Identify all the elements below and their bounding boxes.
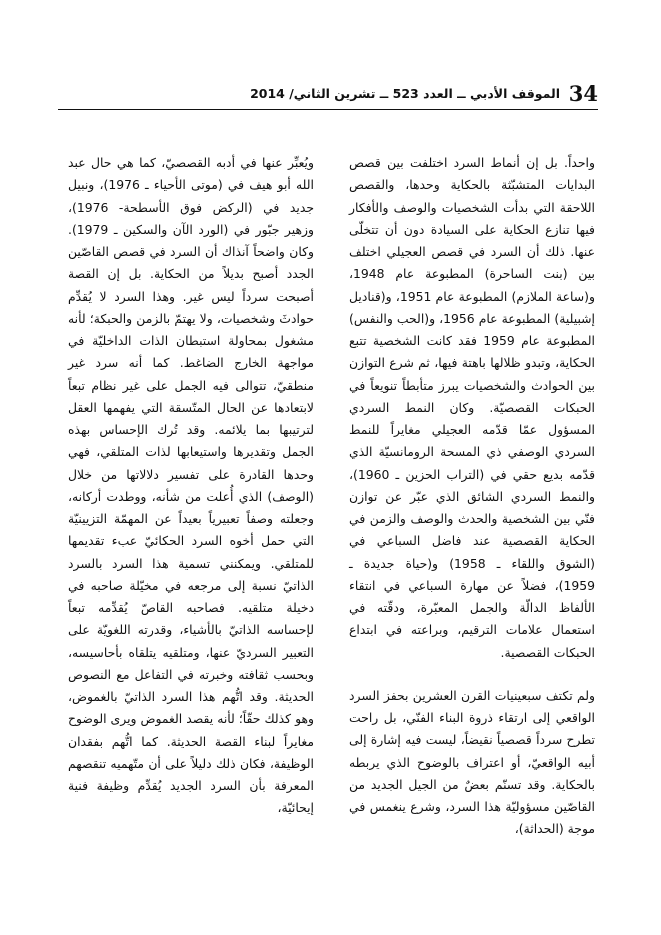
running-header (58, 80, 598, 110)
journal-title: الموقف الأدبي ــ العدد 523 ــ تشرين الثاني/ 2014 (250, 86, 560, 101)
paragraph: واحداً. بل إن أنماط السرد اختلفت بين قصص البدايات المتشبّثة بالحكاية وحدها، والقصص اللاحقة التي بدأت الشخصيات والوصف والأفكار فيها تنازع الحكاية على السيادة دون أن تتخلّى عنها. ذلك أن السرد في قصص العجيلي اختلف بين (بنت الساحرة) المطبوعة عام 1948، و(ساعة الملازم) المطبوعة عام 1951، و(قناديل إشبيلية) المطبوعة عام 1956، و(الحب والنفس) المطبوعة عام 1959 فقد كانت الشخصية تتبع الحكاية، وتبدو ظلالها باهتة فيها، ثم شرع التوازن بين الحوادث والشخصيات يبرز متأبطاً تنويعاً في الحبكات القصصيّة. وكان النمط السردي المسؤول عمّا قدّمه العجيلي مغايراً للنمط السردي الوصفي ذي المسحة الرومانسيّة الذي قدّمه بديع حقي في (التراب الحزين ـ 1960)، والنمط السردي الشائق الذي عبّر عن توازن فنّي بين الشخصية والحدث والوصف والزمن في الحكاية القصصية عند فاضل السباعي في (الشوق واللقاء ـ 1958) و(حياة جديدة ـ 1959)، فضلاً عن مهارة السباعي في انتقاء الألفاظ الدالّة والجمل المعبّرة، ودقّته في استعمال علامات الترقيم، وبراعته في ابتداع الحبكات القصصية. (349, 155, 596, 660)
paragraph: ويُعبِّر عنها في أدبه القصصيّ، كما هي حال عبد الله أبو هيف في (موتى الأحياء ـ 1976)، ونبيل جديد في (الركض فوق الأسطحة- 1976)، وزهير جبّور في (الورد الآن والسكين ـ 1979). وكان واضحاً آنذاك أن السرد في قصص القاصّين الجدد أصبح بديلاً من الحكاية. بل إن القصة أصبحت سرداً ليس غير. وهذا السرد لا يُقدِّم حوادثَ وشخصيات، ولا يهتمّ بالزمن والحبكة؛ لأنه مشغول بمحاولة استبطان الذات الداخليّة في مواجهة الخارج الضاغط. كما أنه سرد غير منطقيّ، تتوالى فيه الجمل على غير نظام تبعاً لابتعادها عن الحال المتّسقة التي يفهمها العقل لترتيبها بما يلائمه. وقد تُرك الإحساس بهذه الجمل وتقديرها واستيعابها لذات المتلقي، فهي وحدها القادرة على تفسير دلالاتها من خلال (الوصف) الذي أُعلت من شأنه، ووطدت أركانه، وجعلته وصفاً تعبيرياً بعيداً عن المهمّة التزيينيّة التي حمل أخوه السرد الحكائيّ عبء تقديمها للمتلقي. ويمكنني تسمية هذا السرد بالسرد الذاتيّ نسبة إلى مرجعه في مخيّلة صاحبه في دخيلة متلقيه. فصاحبه القاصّ يُقدِّمه تبعاً لإحساسه الذاتيّ بالأشياء، وقدرته اللغويّة على التعبير السرديّ عنها، ومتلقيه يتلقاه بأحاسيسه، وبحسب ثقافته وخبرته في التفاعل مع النصوص الحديثة. وقد اتُّهم هذا السرد الذاتيّ بالغموض، وهو كذلك حقّاً؛ لأنه يقصد الغموض ويرى الوضوح مغايراً لبناء القصة الحديثة. كما اتُّهم بفقدان الوظيفة، فكان ذلك دليلاً على أن متّهميه تنقصهم المعرفة بأن السرد الجديد يُقدِّم وظيفة فنية إيحائيّة، (68, 155, 314, 816)
right-column (349, 152, 595, 841)
left-column (68, 152, 314, 820)
paragraph: ولم تكتف سبعينيات القرن العشرين بحفز السرد الواقعي إلى ارتقاء ذروة البناء الفنّي، بل راحت تطرح سرداً قصصياً نقيضاً، ليست فيه إشارة إلى أبيه الواقعيّ، أو اعتراف بالوضوح الذي يربطه بالحكاية. وقد تسنّم بعضٌ من الجيل الجديد من القاصّين مسؤوليّة هذا السرد، وشرع ينغمس في موجة (الحداثة)، (349, 687, 595, 837)
header-rule (58, 109, 598, 110)
page-number: 34 (568, 81, 598, 106)
